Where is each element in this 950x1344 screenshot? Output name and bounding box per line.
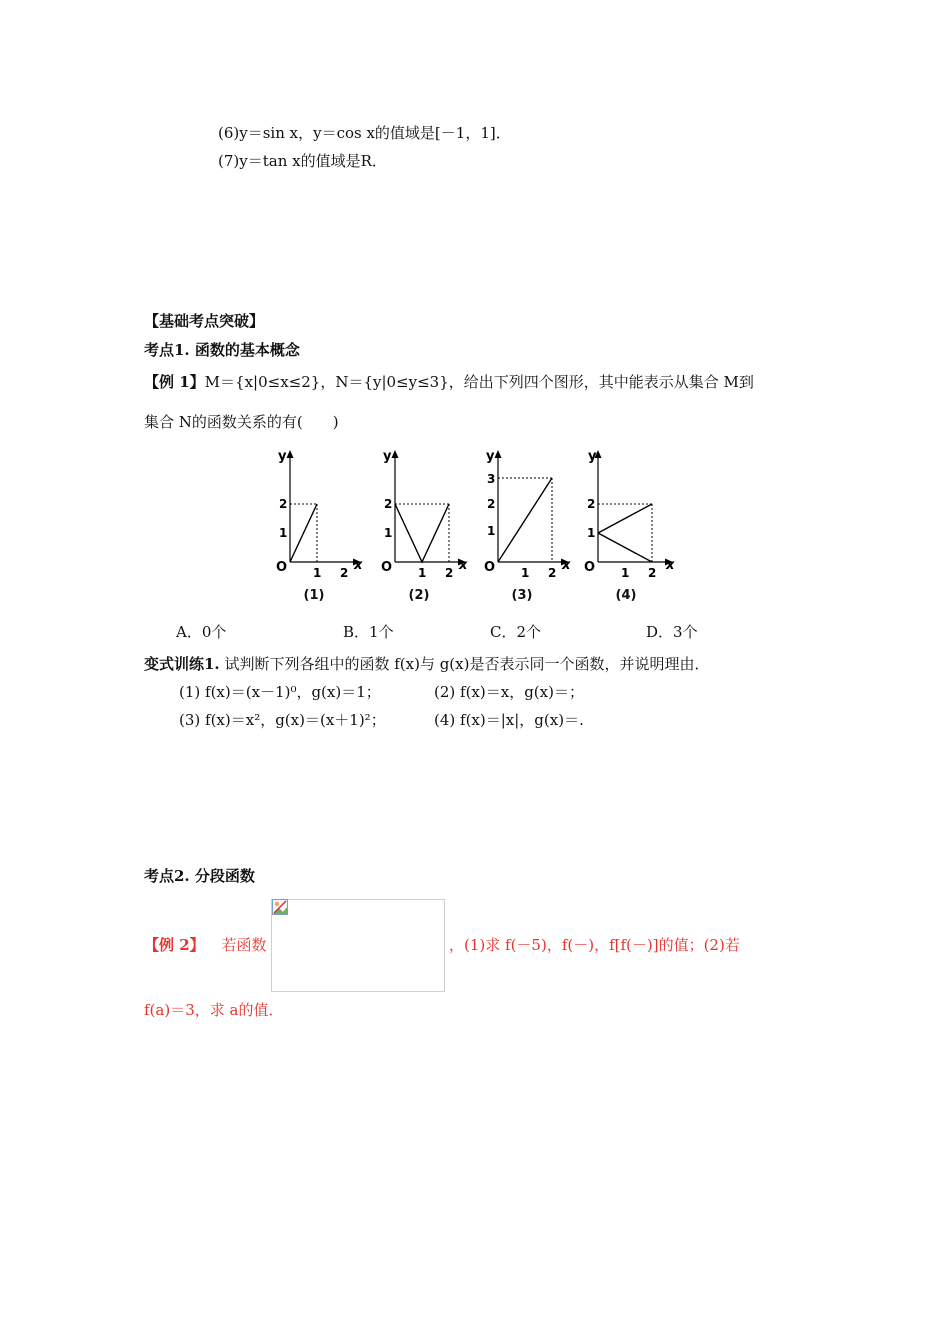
graph-3-y-label: y [486,449,495,464]
graph-2 [369,440,469,615]
point1-title: 考点1. 函数的基本概念 [144,341,300,359]
graph-1-ytick-2: 2 [279,497,288,511]
graph-3-ytick-3: 3 [487,472,496,486]
variant-tag: 变式训练1. [144,655,220,673]
range-line-7: (7)y＝tan x的值域是R． [218,152,387,170]
graph-2-caption: (2) [408,588,430,603]
example1-tag: 【例 1】 [144,373,205,391]
variant-item-4: (4) f(x)＝|x|，g(x)＝. [434,711,584,729]
graph-4-y-label: y [588,449,597,464]
graph-2-origin: O [381,560,393,575]
variant-item-1: (1) f(x)＝(x－1)⁰，g(x)＝1； [179,683,381,701]
graph-4-ytick-2: 2 [587,497,596,511]
point2-title: 考点2. 分段函数 [144,867,255,885]
graph-3-xtick-1: 1 [521,566,530,580]
range-line-6: (6)y＝sin x，y＝cos x的值域是[－1，1]． [218,124,511,142]
example1-line2: 集合 N的函数关系的有( ) [144,413,339,431]
graph-4-caption: (4) [615,588,637,603]
example2-lead-line [144,935,266,955]
graph-1-xtick-2: 2 [340,566,349,580]
graph-3 [472,440,572,615]
variant-line [144,654,709,674]
example2-rest: ，(1)求 f(－5)，f(－)，f[f(－)]的值；(2)若 [449,936,740,954]
function-graphs [264,440,684,615]
graph-1-origin: O [276,560,288,575]
graph-2-ytick-1: 1 [384,526,393,540]
graph-1-caption: (1) [303,588,325,603]
example2-line2: f(a)＝3，求 a的值． [144,1001,284,1019]
section-heading: 【基础考点突破】 [144,312,265,330]
graph-2-svg [369,440,469,585]
piecewise-function-image [271,899,445,992]
graph-2-xtick-1: 1 [418,566,427,580]
graph-4-x-label: x [666,558,675,573]
graph-1-ytick-1: 1 [279,526,288,540]
graph-3-ytick-2: 2 [487,497,496,511]
option-c: C．2个 [490,623,542,641]
graph-4-xtick-2: 2 [648,566,657,580]
example2-lead: 若函数 [221,936,267,954]
option-b: B．1个 [343,623,394,641]
variant-item-3: (3) f(x)＝x²，g(x)＝(x＋1)²； [179,711,386,729]
graph-3-ytick-1: 1 [487,524,496,538]
example2-tag: 【例 2】 [144,936,205,954]
example1-text: M＝{x|0≤x≤2}，N＝{y|0≤y≤3}，给出下列四个图形，其中能表示从集合 M到 [204,373,754,391]
graph-4-xtick-1: 1 [621,566,630,580]
graph-1-svg [264,440,364,585]
graph-1-y-label: y [278,449,287,464]
variant-item-2: (2) f(x)＝x，g(x)＝； [434,683,584,701]
graph-2-y-label: y [383,449,392,464]
graph-3-x-label: x [562,558,571,573]
graph-2-ytick-2: 2 [384,497,393,511]
graph-4 [576,440,676,615]
graph-3-origin: O [484,560,496,575]
option-a: A．0个 [176,623,227,641]
graph-1 [264,440,364,615]
graph-4-svg [576,440,676,585]
graph-1-x-label: x [354,558,363,573]
graph-3-svg [472,440,572,585]
variant-text: 试判断下列各组中的函数 f(x)与 g(x)是否表示同一个函数，并说明理由． [224,655,710,673]
option-d: D．3个 [646,623,698,641]
graph-3-xtick-2: 2 [548,566,557,580]
broken-image-icon [272,899,288,915]
graph-4-ytick-1: 1 [587,526,596,540]
graph-2-x-label: x [459,558,468,573]
graph-3-caption: (3) [511,588,533,603]
graph-4-origin: O [584,560,596,575]
example1-line [144,372,754,392]
graph-2-xtick-2: 2 [445,566,454,580]
graph-1-xtick-1: 1 [313,566,322,580]
